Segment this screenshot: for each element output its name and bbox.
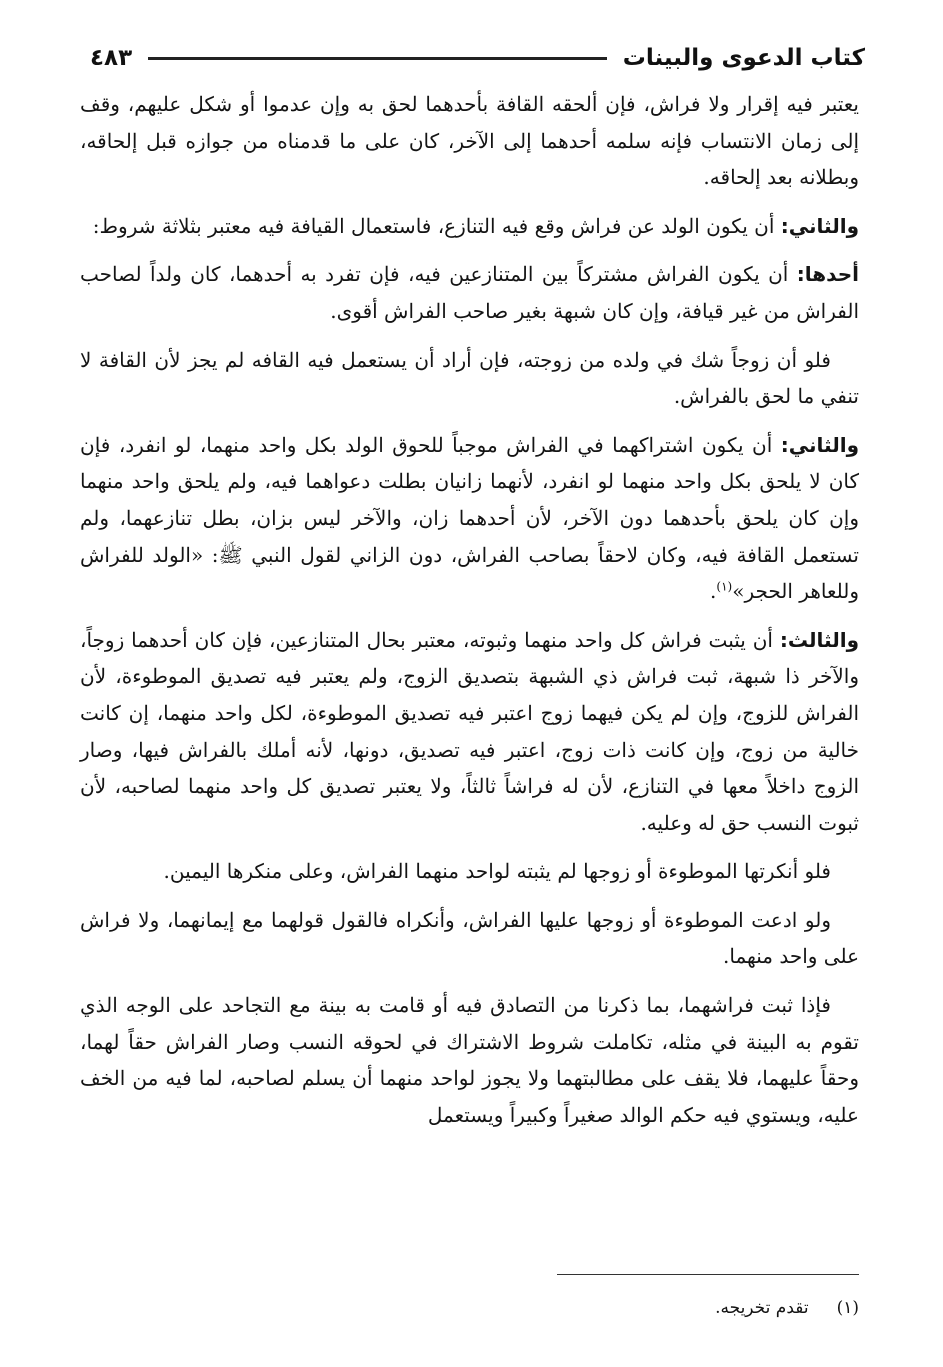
paragraph-text: أن يكون اشتراكهما في الفراش موجباً للحوق الولد بكل واحد منهما، لو انفرد، فإن كان لا يلحق بكل واحد منهما لو انفرد، لأنهما زانيان بطلت دعواهما فيه، ولم يلحق واحد منهما وإن كان يلحق بأحدهما دون الآخر، لأن أحدهما زان، والآخر ليس بزان، بطل تنازعهما، ولم تستعمل القافة فيه، وكان لاحقاً بصاحب الفراش، دون الزاني لقول النبي ﷺ: «الولد للفراش وللعاهر الحجر» (80, 432, 859, 604)
page-number: ٤٨٣ (90, 45, 133, 71)
paragraph-text: فلو أنكرتها الموطوءة أو زوجها لم يثبته لواحد منهما الفراش، وعلى منكرها اليمين. (163, 859, 831, 884)
paragraph (80, 622, 859, 842)
body-text (80, 86, 859, 1145)
paragraph-lead: والثالث: (779, 627, 859, 652)
paragraph (80, 427, 859, 610)
paragraph (80, 987, 859, 1133)
paragraph (80, 256, 859, 329)
paragraph-text: يعتبر فيه إقرار ولا فراش، فإن ألحقه القافة بأحدهما لحق به وإن عدموا أو شكل عليهم، وقف إلى زمان الانتساب فإنه سلمه أحدهما إلى الآخر، كان على ما قدمناه من جوازه قبل إلحاقه، وبطلانه بعد إلحاقه. (80, 92, 859, 190)
paragraph-lead: والثاني: (780, 213, 859, 238)
paragraph-lead: والثاني: (780, 432, 859, 457)
header-rule (148, 57, 607, 60)
footnote (715, 1293, 859, 1323)
paragraph (80, 902, 859, 975)
header-title: كتاب الدعوى والبينات (622, 45, 865, 71)
running-header (90, 38, 865, 78)
paragraph-text: أن يكون الولد عن فراش وقع فيه التنازع، فاستعمال القيافة فيه معتبر بثلاثة شروط: (92, 213, 781, 238)
paragraph (80, 342, 859, 415)
paragraph-text: أن يثبت فراش كل واحد منهما وثبوته، معتبر بحال المتنازعين، فإن كان أحدهما زوجاً، والآخر ذا شبهة، ثبت فراش ذي الشبهة بتصديق الزوج، ولم يعتبر فيه تصديق الموطوءة، لأن الفراش للزوج، وإن لم يكن فيهما زوج اعتبر فيه تصديق الموطوءة، لكل واحد منهما، إن كانت خالية من زوج، وإن كانت ذات زوج، اعتبر فيه تصديق، دونها، لأنه أملك بالفراش فيها، وصار الزوج داخلاً معها في التنازع، لأن له فراشاً ثالثاً، ولا يعتبر تصديق كل واحد منهما لصاحبه، لأن ثبوت النسب حق له وعليه. (80, 627, 859, 835)
footnote-separator (557, 1274, 859, 1275)
paragraph-text: فلو أن زوجاً شك في ولده من زوجته، فإن أراد أن يستعمل فيه القافه لم يجز لأن القافة لا تنفي ما لحق بالفراش. (80, 347, 859, 409)
footnote-marker: (١) (836, 1298, 859, 1318)
paragraph-lead: أحدها: (796, 262, 859, 287)
paragraph-tail: . (710, 579, 717, 604)
footnote-reference: (١) (716, 579, 733, 594)
paragraph (80, 208, 859, 245)
footnote-text: تقدم تخريجه. (715, 1298, 809, 1318)
paragraph (80, 853, 859, 890)
paragraph-text: أن يكون الفراش مشتركاً بين المتنازعين فيه، فإن تفرد به أحدهما، كان ولداً لصاحب الفراش من غير قيافة، وإن كان شبهة بغير صاحب الفراش أقوى. (80, 262, 859, 323)
paragraph-text: ولو ادعت الموطوءة أو زوجها عليها الفراش، وأنكراه فالقول قولهما مع إيمانهما، ولا فراش على واحد منهما. (80, 907, 859, 969)
paragraph (80, 86, 859, 196)
paragraph-text: فإذا ثبت فراشهما، بما ذكرنا من التصادق فيه أو قامت به بينة مع التجاحد على الوجه الذي تقوم به البينة في مثله، تكاملت شروط الاشتراك في لحوقه النسب وصار الفراش حقاً لهما، وحقاً عليهما، فلا يقف على مطالبتهما ولا يجوز لواحد منهما أن يسلم لصاحبه، لما فيه من الخف عليه، ويستوي فيه حكم الوالد صغيراً وكبيراً ويستعمل (80, 993, 859, 1127)
